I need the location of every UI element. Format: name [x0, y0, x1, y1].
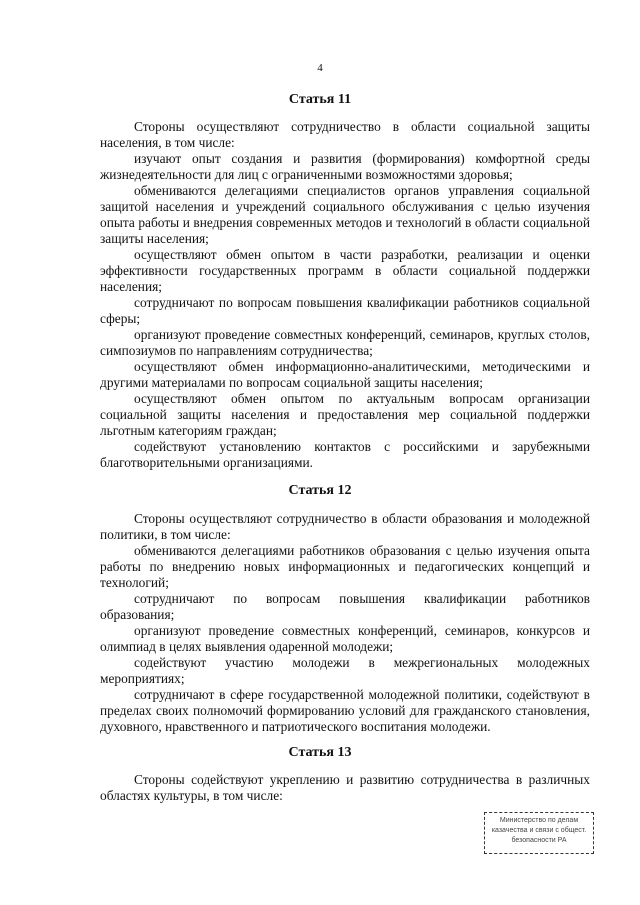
- article-11-title: Статья 11: [288, 92, 352, 107]
- article-11-paragraph-8: осуществляют обмен опытом по актуальным вопросам организации социальной защиты населения и предоставления мер социальной поддержки льготным категориям граждан;: [100, 391, 590, 438]
- article-11-paragraph-5: сотрудничают по вопросам повышения квалификации работников социальной сферы;: [100, 295, 590, 326]
- article-12-paragraph-6: сотрудничают в сфере государственной молодежной политики, содействуют в пределах своих полномочий формированию условий для гражданского становления, духовного, нравственного и патриотического воспитания молодежи.: [100, 687, 590, 734]
- page-number: 4: [317, 62, 323, 74]
- registration-stamp: [484, 812, 594, 854]
- article-11-paragraph-3: обмениваются делегациями специалистов органов управления социальной защитой населения и учреждений социального обслуживания с целью изучения опыта работы и внедрения современных методов и технологий в области социальной защиты населения;: [100, 183, 590, 246]
- article-13-paragraph-1: Стороны содействуют укреплению и развитию сотрудничества в различных областях культуры, в том числе:: [100, 772, 590, 803]
- article-11-paragraph-6: организуют проведение совместных конференций, семинаров, круглых столов, симпозиумов по направлениям сотрудничества;: [100, 327, 590, 358]
- article-12-paragraph-2: обмениваются делегациями работников образования с целью изучения опыта работы по внедрению новых информационных и педагогических концепций и технологий;: [100, 543, 590, 590]
- stamp-line-1: Министерство по делам: [499, 817, 579, 824]
- article-11-paragraph-2: изучают опыт создания и развития (формирования) комфортной среды жизнедеятельности для лиц с ограниченными возможностями здоровья;: [100, 151, 590, 182]
- article-12-paragraph-4: организуют проведение совместных конференций, семинаров, конкурсов и олимпиад в целях выявления одаренной молодежи;: [100, 623, 590, 654]
- article-12-title: Статья 12: [288, 483, 352, 498]
- article-11-paragraph-7: осуществляют обмен информационно-аналитическими, методическими и другими материалами по вопросам социальной защиты населения;: [100, 359, 590, 390]
- article-11-paragraph-9: содействуют установлению контактов с российскими и зарубежными благотворительными организациями.: [100, 439, 590, 470]
- article-13-title: Статья 13: [288, 745, 352, 760]
- article-11-paragraph-1: Стороны осуществляют сотрудничество в области социальной защиты населения, в том числе:: [100, 119, 590, 150]
- stamp-line-2: казачества и связи с общест.: [491, 827, 587, 834]
- article-11-paragraph-4: осуществляют обмен опытом в части разработки, реализации и оценки эффективности государственных программ в области социальной поддержки населения;: [100, 247, 590, 294]
- article-12-paragraph-5: содействуют участию молодежи в межрегиональных молодежных мероприятиях;: [100, 655, 590, 686]
- article-12-paragraph-3: сотрудничают по вопросам повышения квалификации работников образования;: [100, 591, 590, 622]
- stamp-line-3: безопасности РА: [511, 837, 567, 844]
- article-12-paragraph-1: Стороны осуществляют сотрудничество в области образования и молодежной политики, в том числе:: [100, 511, 590, 542]
